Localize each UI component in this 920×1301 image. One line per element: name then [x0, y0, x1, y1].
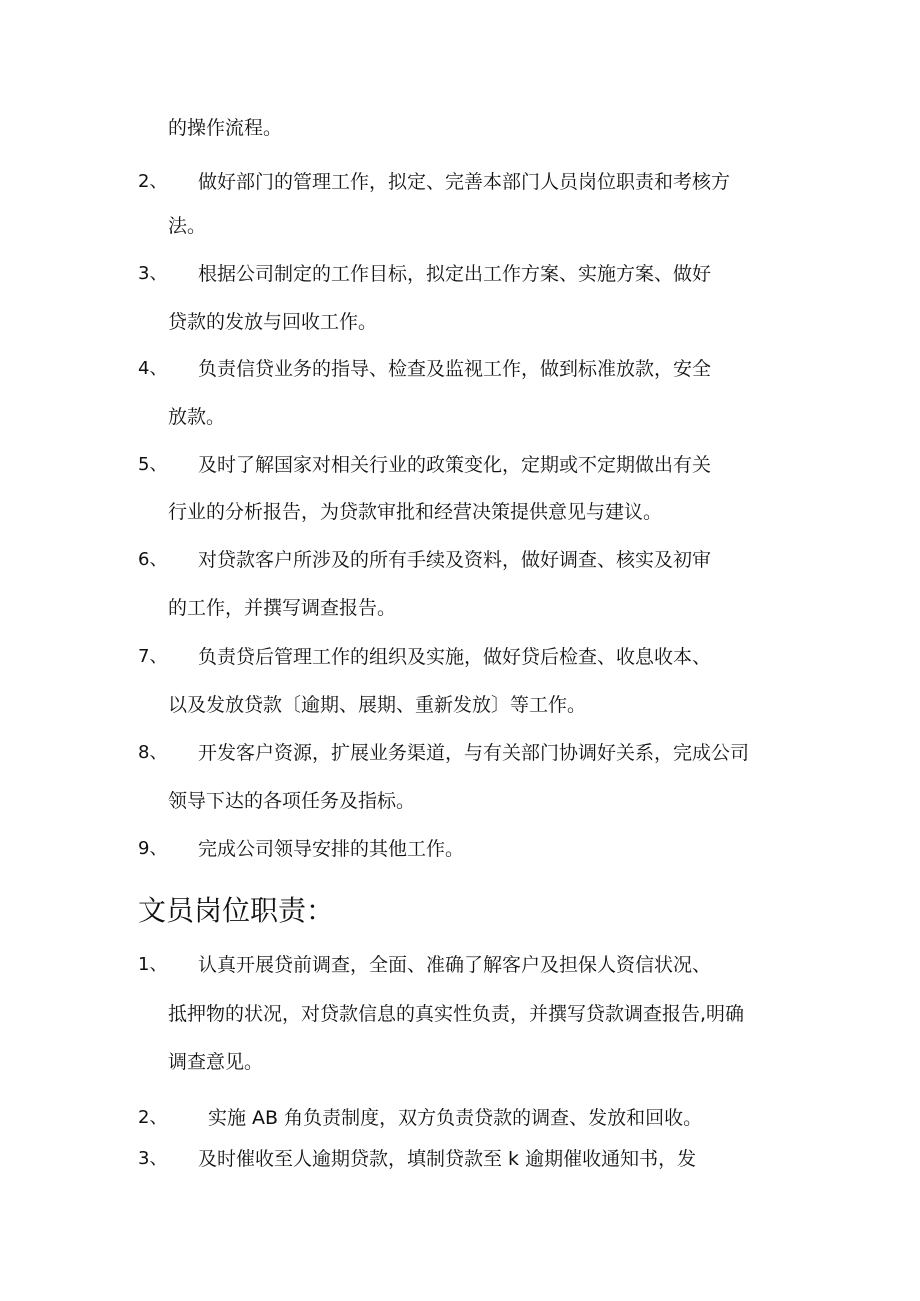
item-number: 2、 [138, 171, 168, 192]
item-number: 1、 [138, 954, 168, 975]
item-text-line: 行业的分析报告，为贷款审批和经营决策提供意见与建议。 [168, 501, 663, 523]
item-text-line: 认真开展贷前调查，全面、准确了解客户及担保人资信状况、 [198, 954, 712, 976]
item-text-line: 开发客户资源，扩展业务渠道，与有关部门协调好关系，完成公司 [198, 742, 750, 764]
item-text-line: 放款。 [168, 406, 226, 428]
item-text-line: 以及发放贷款〔逾期、展期、重新发放〕等工作。 [168, 694, 587, 716]
item-text-line: 法。 [168, 215, 207, 237]
item-number: 3、 [138, 263, 168, 284]
section-heading: 文员岗位职责： [138, 894, 335, 927]
item-text-line: 及时了解国家对相关行业的政策变化，定期或不定期做出有关 [198, 454, 712, 476]
item-number: 6、 [138, 549, 168, 570]
item-text-line: 抵押物的状况，对贷款信息的真实性负责，并撰写贷款调查报告,明确 [168, 1003, 745, 1025]
item-text-line: 根据公司制定的工作目标，拟定出工作方案、实施方案、做好 [198, 263, 712, 285]
item-number: 3、 [138, 1148, 168, 1169]
item-text-line: 领导下达的各项任务及指标。 [168, 790, 416, 812]
item-number: 5、 [138, 454, 168, 475]
item-text-line: 对贷款客户所涉及的所有手续及资料，做好调查、核实及初审 [198, 549, 712, 571]
item-text-line: 调查意见。 [168, 1051, 264, 1073]
item-text-line: 贷款的发放与回收工作。 [168, 311, 378, 333]
item-number: 7、 [138, 646, 168, 667]
item-text-line: 负责贷后管理工作的组织及实施，做好贷后检查、收息收本、 [198, 646, 712, 668]
item-number: 9、 [138, 838, 168, 859]
item-text-line: 负责信贷业务的指导、检查及监视工作，做到标准放款，安全 [198, 358, 712, 380]
item-number: 2、 [138, 1107, 168, 1128]
item-text-line: 实施 AB 角负责制度，双方负责贷款的调查、发放和回收。 [208, 1107, 703, 1129]
item-number: 8、 [138, 742, 168, 763]
item-text-line: 做好部门的管理工作，拟定、完善本部门人员岗位职责和考核方 [198, 171, 731, 193]
item-text-line: 完成公司领导安排的其他工作。 [198, 838, 465, 860]
item-number: 4、 [138, 358, 168, 379]
item-text-line: 的工作，并撰写调查报告。 [168, 597, 397, 619]
lead-line: 的操作流程。 [168, 117, 283, 139]
item-text-line: 及时催收至人逾期贷款，填制贷款至 k 逾期催收通知书，发 [198, 1148, 697, 1170]
